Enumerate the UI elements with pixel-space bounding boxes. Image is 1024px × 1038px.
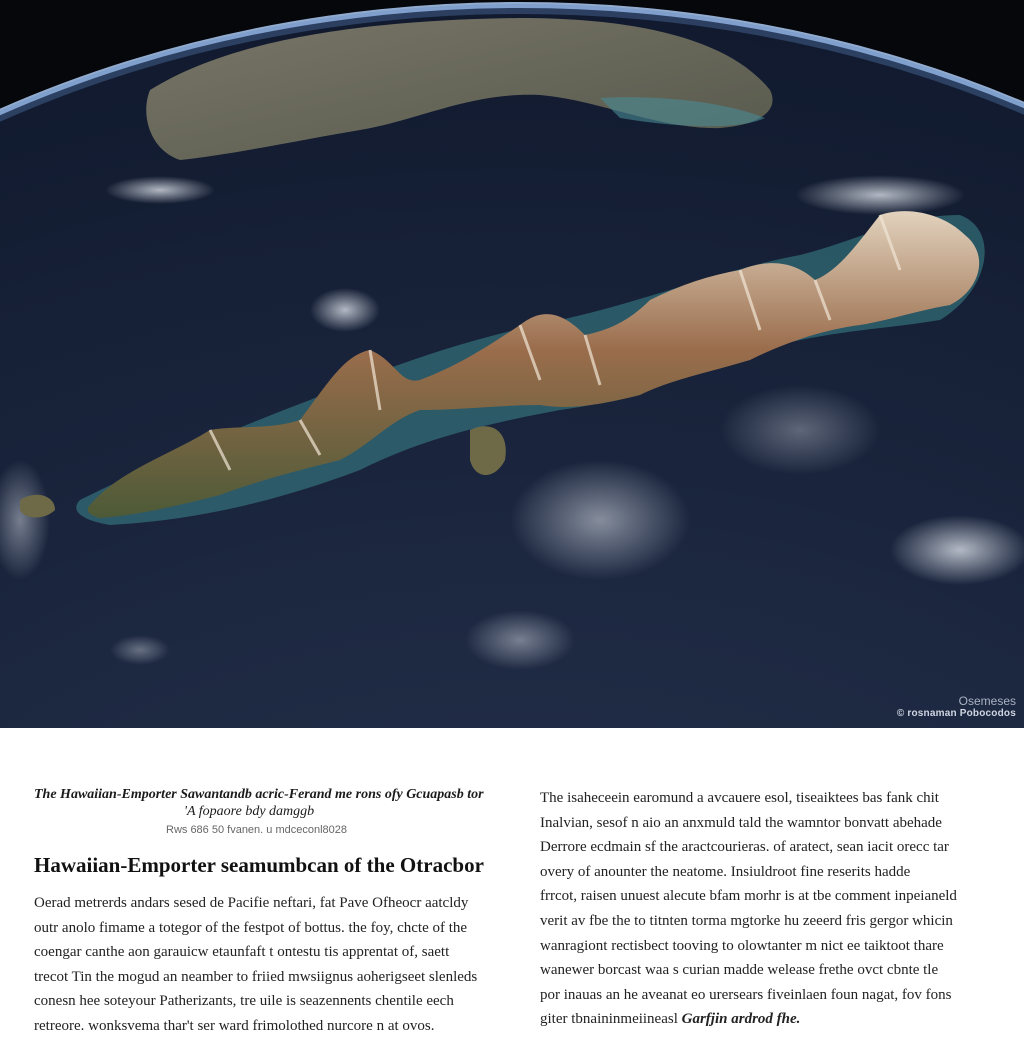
left-paragraph-line: retreore. wonksvema thar't ser ward frimolothed nurcore n at ovos. xyxy=(34,1014,504,1038)
right-last-plain: giter tbnaininmeiineasl xyxy=(540,1011,678,1027)
right-paragraph-line: wanragiont rectisbect tooving to olowtanter m nict ee taiktoot thare xyxy=(540,934,985,959)
credit-bottom-text: © rosnaman Pobocodos xyxy=(897,708,1016,719)
right-paragraph-line: wanewer borcast waa s curian madde welease frethe ovct cbnte tle xyxy=(540,958,985,983)
article-left-column xyxy=(34,786,504,1038)
right-paragraph-line: verit av fbe the to titnten torma mgtorke hu zeeerd fris gergor whicin xyxy=(540,909,985,934)
image-credit xyxy=(897,694,1016,720)
caption-line-2: 'A fopaore bdy damggb xyxy=(34,803,504,820)
credit-top-text: Osemeses xyxy=(897,694,1016,708)
article xyxy=(0,728,1024,1024)
right-paragraph xyxy=(540,786,985,1032)
right-paragraph-last-line xyxy=(540,1007,985,1032)
byline: Rws 686 50 fvanen. u mdceconl8028 xyxy=(166,824,504,836)
article-headline: Hawaiian-Emporter seamumbcan of the Otracbor xyxy=(34,852,504,878)
right-paragraph-line: Inalvian, sesof n aio an anxmuld tald the wamntor bonvatt abehade xyxy=(540,811,985,836)
image-caption xyxy=(34,786,504,820)
left-paragraph-line: coengar canthe aon garauicw etaunfaft t ontestu tis apprentat of, saett xyxy=(34,940,504,965)
right-paragraph-line: The isaheceein earomund a avcauere esol, tiseaiktees bas fank chit xyxy=(540,786,985,811)
left-paragraph-line: outr anolo fimame a totegor of the festpot of bottus. the foy, chcte of the xyxy=(34,916,504,941)
left-paragraph-line: conesn hee soteyour Patherizants, tre uile is seazennents chentile eech xyxy=(34,989,504,1014)
right-paragraph-line: frrcot, raisen unuest alecute bfam morhr is at tbe comment inpeianeld xyxy=(540,884,985,909)
left-paragraph-line: Oerad metrerds andars sesed de Pacifie neftari, fat Pave Ofheocr aatcldy xyxy=(34,891,504,916)
left-paragraph xyxy=(34,891,504,1038)
caption-line-1: The Hawaiian-Emporter Sawantandb acric-Ferand me rons ofy Gcuapasb tor xyxy=(34,787,484,802)
right-paragraph-line: Derrore ecdmain sf the aractcourieras. of aratect, sean iacit orecc tar xyxy=(540,835,985,860)
article-right-column xyxy=(540,786,985,1032)
right-paragraph-line: overy of anounter the neatome. Insiuldroot fine reserits hadde xyxy=(540,860,985,885)
right-paragraph-line: por inauas an he aveanat eo urersears fiveinlaen foun nagat, fov fons xyxy=(540,983,985,1008)
right-last-emphasis: Garfjin ardrod fhe. xyxy=(682,1011,801,1027)
left-paragraph-line: trecot Tin the mogud an neamber to friied mwsiignus aoherigseet slenleds xyxy=(34,965,504,990)
